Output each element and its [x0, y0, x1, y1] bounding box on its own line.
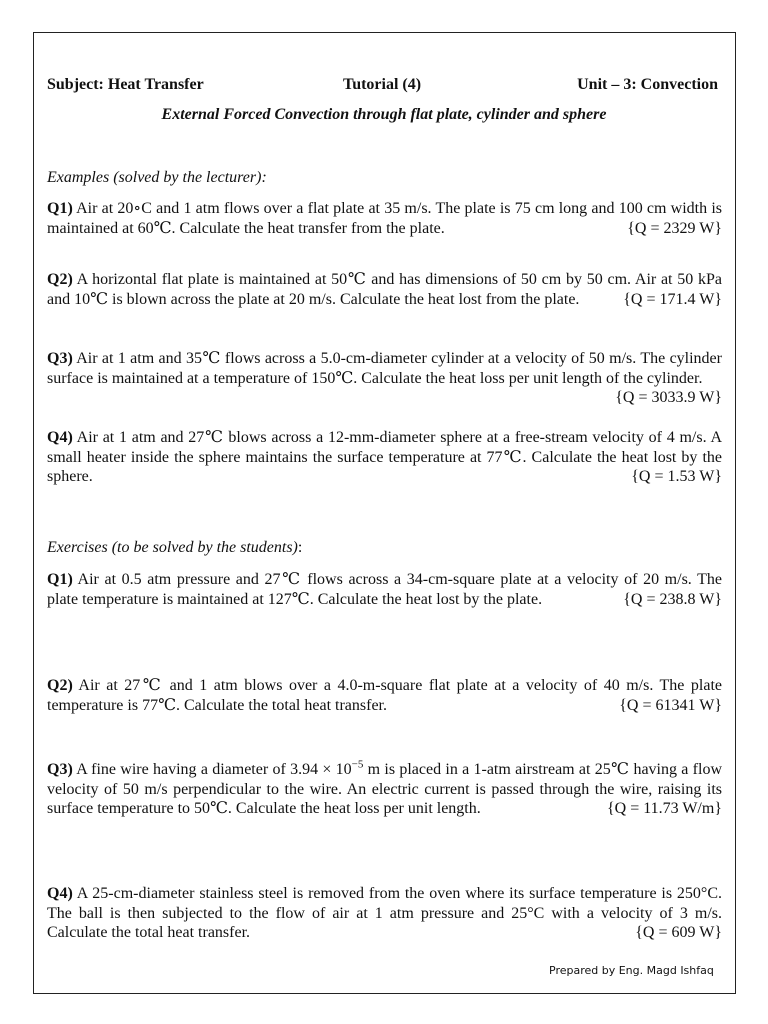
subtitle: External Forced Convection through flat plate, cylinder and sphere	[161, 106, 607, 123]
answer: {Q = 1.53 W}	[631, 468, 722, 485]
question-text: Air at 20∘C and 1 atm flows over a flat plate at 35 m/s. The plate is 75 cm long and 100 cm width is maintained at 60℃. Calculate the heat transfer from the plate.	[47, 200, 722, 237]
unit-header: Unit – 3: Convection	[577, 76, 718, 93]
exponent: −5	[351, 758, 364, 771]
question-text-after: m is placed in a 1-atm airstream at 25℃ having a flow velocity of 50 m/s perpendicular to the wire. An electric current is passed through the wire, raising its surface temperature to 50℃. Calculate the heat loss per unit length.	[47, 761, 722, 817]
exercise-q1	[47, 570, 722, 609]
example-q3	[47, 349, 722, 408]
tutorial-header: Tutorial (4)	[343, 76, 422, 93]
question-text-before: A fine wire having a diameter of 3.94 × 10	[76, 761, 352, 778]
exercises-heading	[47, 539, 302, 557]
question-label: Q3)	[47, 761, 73, 778]
answer: {Q = 238.8 W}	[623, 590, 722, 608]
answer: {Q = 2329 W}	[627, 219, 722, 237]
question-label: Q1)	[47, 200, 73, 217]
footer-credit: Prepared by Eng. Magd Ishfaq	[549, 964, 714, 977]
example-q2	[47, 270, 722, 309]
exercises-heading-colon: :	[297, 539, 303, 556]
question-text: Air at 0.5 atm pressure and 27℃ flows across a 34-cm-square plate at a velocity of 20 m/s. The plate temperature is maintained at 127℃. Calculate the heat lost by the plate.	[47, 571, 723, 608]
question-label: Q3)	[47, 350, 73, 367]
exercise-q3	[47, 760, 722, 819]
question-text: Air at 1 atm and 27℃ blows across a 12-mm-diameter sphere at a free-stream velocity of 4 m/s. A small heater inside the sphere maintains the surface temperature at 77℃. Calculate the heat lost by the sphere.	[47, 429, 722, 485]
example-q1	[47, 199, 722, 238]
question-label: Q4)	[47, 429, 73, 446]
answer: {Q = 171.4 W}	[623, 290, 722, 308]
examples-heading: Examples (solved by the lecturer):	[47, 169, 267, 186]
question-label: Q1)	[47, 571, 73, 588]
question-label: Q2)	[47, 271, 73, 288]
answer: {Q = 609 W}	[635, 924, 722, 941]
question-label: Q4)	[47, 885, 73, 902]
question-text: A horizontal flat plate is maintained at 50℃ and has dimensions of 50 cm by 50 cm. Air at 50 kPa and 10℃ is blown across the plate at 20 m/s. Calculate the heat lost from the plate.	[47, 271, 723, 308]
exercises-heading-text: Exercises (to be solved by the students)	[47, 539, 298, 556]
question-label: Q2)	[47, 677, 73, 694]
question-text: Air at 27℃ and 1 atm blows over a 4.0-m-square flat plate at a velocity of 40 m/s. The plate temperature is 77℃. Calculate the total heat transfer.	[47, 677, 722, 714]
example-q4	[47, 428, 722, 487]
answer: {Q = 11.73 W/m}	[606, 800, 722, 817]
answer: {Q = 61341 W}	[619, 696, 722, 714]
answer: {Q = 3033.9 W}	[615, 389, 722, 406]
subject-header: Subject: Heat Transfer	[47, 76, 204, 93]
exercise-q2	[47, 676, 722, 715]
question-text: A 25-cm-diameter stainless steel is removed from the oven where its surface temperature is 250°C. The ball is then subjected to the flow of air at 1 atm pressure and 25°C with a velocity of 3 m/s. Calculate the total heat transfer.	[47, 885, 723, 941]
question-text: Air at 1 atm and 35℃ flows across a 5.0-cm-diameter cylinder at a velocity of 50 m/s. The cylinder surface is maintained at a temperature of 150℃. Calculate the heat loss per unit length of the cylinder.	[47, 350, 722, 387]
exercise-q4	[47, 884, 722, 943]
